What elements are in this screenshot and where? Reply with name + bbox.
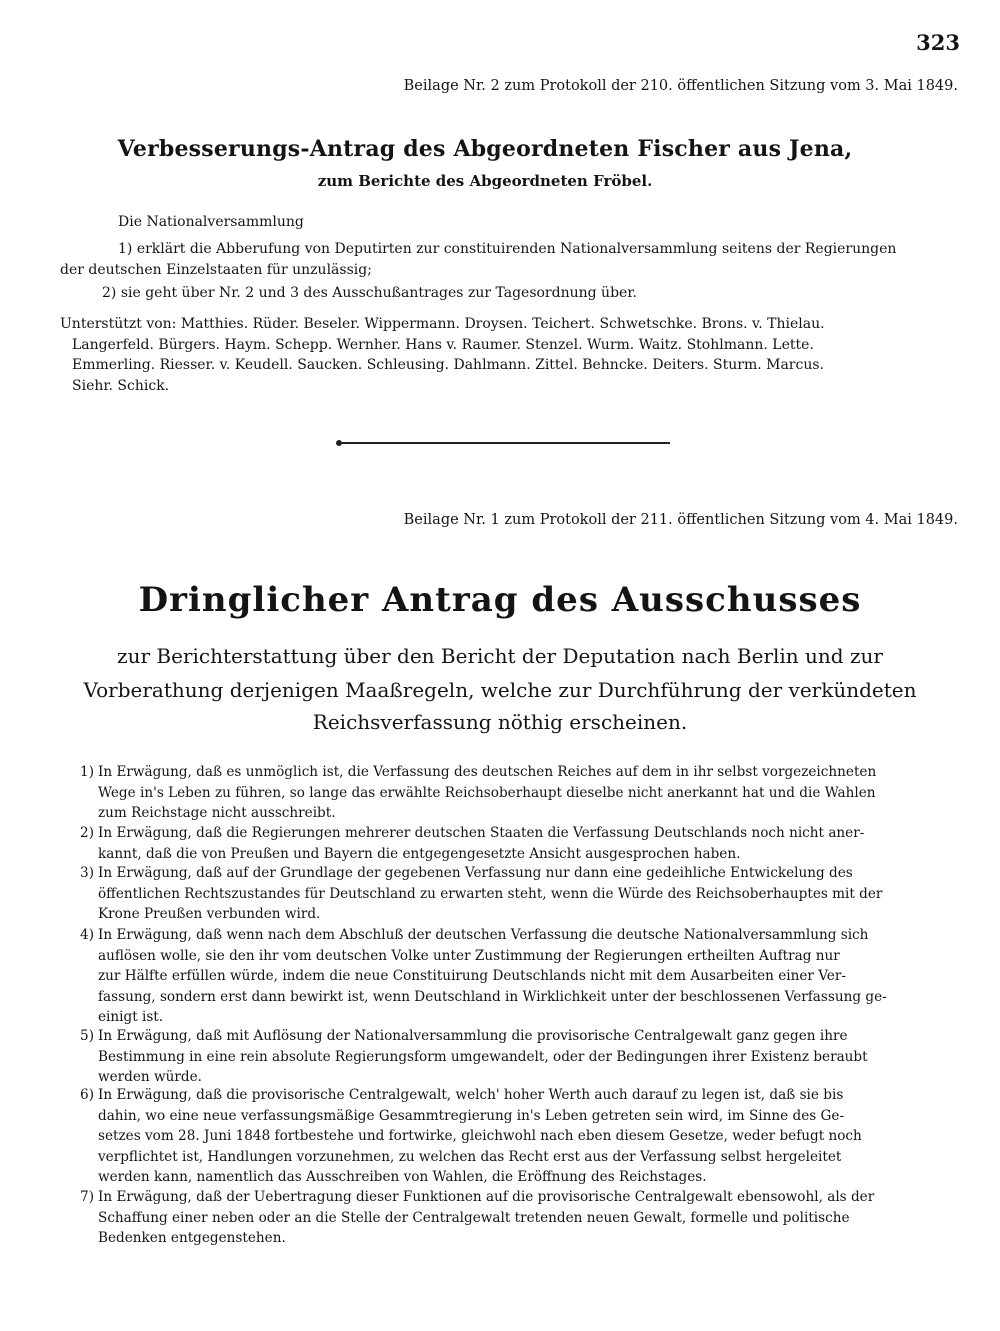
point-1-line: 1) erklärt die Abberufung von Deputirten zur constituirenden Nationalversammlung seitens der Regierungen (118, 241, 897, 257)
motion-title-2: Dringlicher Antrag des Ausschusses (138, 580, 862, 620)
item-line: Krone Preußen verbunden wird. (98, 906, 321, 922)
item-line: setzes vom 28. Juni 1848 fortbestehe und fortwirke, gleichwohl nach eben diesem Gesetze, weder befugt noch (98, 1128, 862, 1144)
point-2: 2) sie geht über Nr. 2 und 3 des Ausschußantrages zur Tagesordnung über. (102, 285, 637, 301)
beilage-header-2: Beilage Nr. 1 zum Protokoll der 211. öffentlichen Sitzung vom 4. Mai 1849. (403, 512, 958, 528)
item-line: einigt ist. (98, 1009, 164, 1025)
section-divider (342, 442, 670, 444)
item-line: zum Reichstage nicht ausschreibt. (98, 805, 336, 821)
item-line: Wege in's Leben zu führen, so lange das erwählte Reichsoberhaupt dieselbe nicht anerkannt hat und die Wahlen (98, 784, 876, 801)
page-number: 323 (916, 30, 960, 55)
item-line: öffentlichen Rechtszustandes für Deutschland zu erwarten steht, wenn die Würde des Reichsoberhauptes mit der (98, 885, 883, 902)
item-line: In Erwägung, daß es unmöglich ist, die Verfassung des deutschen Reiches auf dem in ihr selbst vorgezeichneten (98, 764, 877, 780)
item-line: Schaffung einer neben oder an die Stelle der Centralgewalt tretenden neuen Gewalt, formelle und politische (98, 1209, 850, 1226)
item-line: In Erwägung, daß der Uebertragung dieser Funktionen auf die provisorische Centralgewalt ebensowohl, als der (98, 1189, 875, 1205)
item-number: 2) (80, 825, 94, 841)
intro-text: Die Nationalversammlung (118, 214, 304, 230)
beilage-header-1: Beilage Nr. 2 zum Protokoll der 210. öffentlichen Sitzung vom 3. Mai 1849. (403, 78, 958, 94)
supporters (60, 314, 960, 396)
item-number: 6) (80, 1087, 94, 1103)
item-line: werden kann, namentlich das Ausschreiben von Wahlen, die Eröffnung des Reichstages. (98, 1169, 707, 1185)
point-1-line: der deutschen Einzelstaaten für unzulässig; (60, 261, 372, 278)
item-line: werden würde. (98, 1069, 202, 1085)
supporters-line: Emmerling. Riesser. v. Keudell. Saucken. Schleusing. Dahlmann. Zittel. Behncke. Deiters. Sturm. Marcus. (72, 357, 824, 373)
item-line: In Erwägung, daß die Regierungen mehrerer deutschen Staaten die Verfassung Deutschlands noch nicht aner- (98, 825, 865, 841)
item-line: In Erwägung, daß mit Auflösung der Nationalversammlung die provisorische Centralgewalt ganz gegen ihre (98, 1028, 848, 1044)
item-line: zur Hälfte erfüllen würde, indem die neue Constituirung Deutschlands nicht mit dem Ausarbeiten einer Ver- (98, 968, 846, 984)
item-line: Bestimmung in eine rein absolute Regierungsform umgewandelt, oder der Bedingungen ihrer Existenz beraubt (98, 1048, 868, 1065)
motion-subtitle-2-line: Reichsverfassung nöthig erscheinen. (312, 710, 688, 734)
item-line: In Erwägung, daß die provisorische Centralgewalt, welch' hoher Werth auch darauf zu legen ist, daß sie bis (98, 1087, 844, 1103)
item-line: dahin, wo eine neue verfassungsmäßige Gesammtregierung in's Leben getreten sein wird, im Sinne des Ge- (98, 1107, 845, 1124)
item-line: auflösen wolle, sie den ihr vom deutschen Volke unter Zustimmung der Regierungen ertheilten Auftrag nur (98, 947, 840, 964)
item-number: 1) (80, 764, 94, 780)
item-number: 3) (80, 865, 94, 881)
item-line: verpflichtet ist, Handlungen vorzunehmen, zu welchen das Recht erst aus der Verfassung selbst hergeleitet (98, 1148, 842, 1165)
item-line: Bedenken entgegenstehen. (98, 1230, 286, 1246)
item-line: fassung, sondern erst dann bewirkt ist, wenn Deutschland in Wirklichkeit unter der beschlossenen Verfassung ge- (98, 988, 887, 1005)
point-1 (60, 239, 960, 280)
motion-subtitle-2-line: Vorberathung derjenigen Maaßregeln, welche zur Durchführung der verkündeten (83, 678, 917, 702)
supporters-line: Siehr. Schick. (72, 377, 170, 394)
item-number: 4) (80, 927, 94, 943)
supporters-line: Langerfeld. Bürgers. Haym. Schepp. Wernher. Hans v. Raumer. Stenzel. Wurm. Waitz. Stohlmann. Lette. (72, 336, 814, 353)
item-number: 7) (80, 1189, 94, 1205)
item-line: In Erwägung, daß auf der Grundlage der gegebenen Verfassung nur dann eine gedeihliche Entwickelung des (98, 865, 853, 881)
item-number: 5) (80, 1028, 94, 1044)
item-line: In Erwägung, daß wenn nach dem Abschluß der deutschen Verfassung die deutsche Nationalversammlung sich (98, 927, 869, 943)
item-line: kannt, daß die von Preußen und Bayern die entgegengesetzte Ansicht ausgesprochen haben. (98, 845, 741, 862)
supporters-line: Unterstützt von: Matthies. Rüder. Beseler. Wippermann. Droysen. Teichert. Schwetschke. Brons. v. Thielau. (60, 316, 825, 332)
motion-subtitle-2-line: zur Berichterstattung über den Bericht der Deputation nach Berlin und zur (117, 644, 883, 668)
motion-title-1: Verbesserungs-Antrag des Abgeordneten Fischer aus Jena, (117, 136, 853, 162)
motion-subtitle-1: zum Berichte des Abgeordneten Fröbel. (317, 172, 653, 190)
